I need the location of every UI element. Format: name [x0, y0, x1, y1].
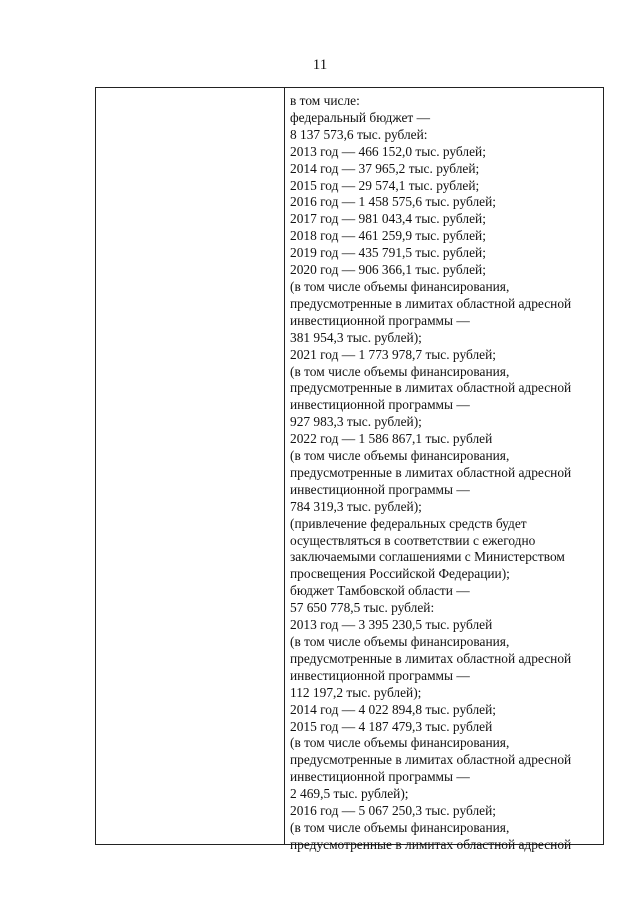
table-right-cell — [290, 93, 602, 854]
page-number: 11 — [312, 57, 328, 73]
text-line: предусмотренные в лимитах областной адресной — [290, 836, 572, 852]
text-line: 57 650 778,5 тыс. рублей: — [290, 600, 435, 616]
text-line: (в том числе объемы финансирования, — [290, 634, 510, 649]
text-line: предусмотренные в лимитах областной адресной — [290, 464, 572, 480]
text-line: инвестиционной программы — — [290, 312, 470, 328]
text-line: в том числе: — [290, 93, 360, 108]
text-line: 2022 год — 1 586 867,1 тыс. рублей — [290, 431, 493, 447]
text-line: 8 137 573,6 тыс. рублей: — [290, 126, 428, 142]
text-line: (в том числе объемы финансирования, — [290, 448, 510, 464]
text-line: инвестиционной программы — — [290, 397, 470, 413]
text-line: (привлечение федеральных средств будет — [290, 515, 527, 531]
text-line: (в том числе объемы финансирования, — [290, 278, 510, 294]
table-left-cell — [96, 88, 284, 844]
text-line: федеральный бюджет — — [290, 109, 430, 125]
text-line: 2015 год — 4 187 479,3 тыс. рублей — [290, 718, 493, 734]
text-line: 927 983,3 тыс. рублей); — [290, 414, 422, 430]
text-line: 2016 год — 5 067 250,3 тыс. рублей; — [290, 803, 496, 819]
text-line: 2014 год — 37 965,2 тыс. рублей; — [290, 160, 480, 176]
text-line: заключаемыми соглашениями с Министерством — [290, 549, 565, 565]
text-line: 381 954,3 тыс. рублей); — [290, 329, 422, 345]
text-line: (в том числе объемы финансирования, — [290, 735, 510, 751]
text-line: просвещения Российской Федерации); — [290, 566, 510, 582]
text-line: инвестиционной программы — — [290, 481, 470, 497]
text-line: 2019 год — 435 791,5 тыс. рублей; — [290, 245, 486, 261]
text-line: 2018 год — 461 259,9 тыс. рублей; — [290, 228, 486, 244]
text-line: (в том числе объемы финансирования, — [290, 819, 510, 835]
text-line: осуществляться в соответствии с ежегодно — [290, 532, 536, 548]
text-line: бюджет Тамбовской области — — [290, 583, 470, 599]
text-line: предусмотренные в лимитах областной адресной — [290, 380, 572, 396]
text-line: 784 319,3 тыс. рублей); — [290, 498, 422, 514]
column-divider — [284, 88, 285, 844]
text-line: 2017 год — 981 043,4 тыс. рублей; — [290, 211, 486, 227]
text-line: 2014 год — 4 022 894,8 тыс. рублей; — [290, 701, 496, 717]
text-line: инвестиционной программы — — [290, 769, 470, 785]
funding-table — [95, 87, 604, 852]
text-line: предусмотренные в лимитах областной адресной — [290, 650, 572, 666]
text-line: 112 197,2 тыс. рублей); — [290, 684, 422, 700]
text-line: (в том числе объемы финансирования, — [290, 363, 510, 379]
text-line: предусмотренные в лимитах областной адресной — [290, 752, 572, 768]
text-line: 2021 год — 1 773 978,7 тыс. рублей; — [290, 346, 496, 362]
text-line: 2013 год — 466 152,0 тыс. рублей; — [290, 143, 486, 159]
text-line: 2 469,5 тыс. рублей); — [290, 786, 409, 802]
text-line: 2020 год — 906 366,1 тыс. рублей; — [290, 262, 486, 278]
text-line: инвестиционной программы — — [290, 667, 470, 683]
text-line: предусмотренные в лимитах областной адресной — [290, 295, 572, 311]
text-line: 2015 год — 29 574,1 тыс. рублей; — [290, 177, 480, 193]
text-line: 2016 год — 1 458 575,6 тыс. рублей; — [290, 194, 496, 210]
text-line: 2013 год — 3 395 230,5 тыс. рублей — [290, 617, 493, 633]
